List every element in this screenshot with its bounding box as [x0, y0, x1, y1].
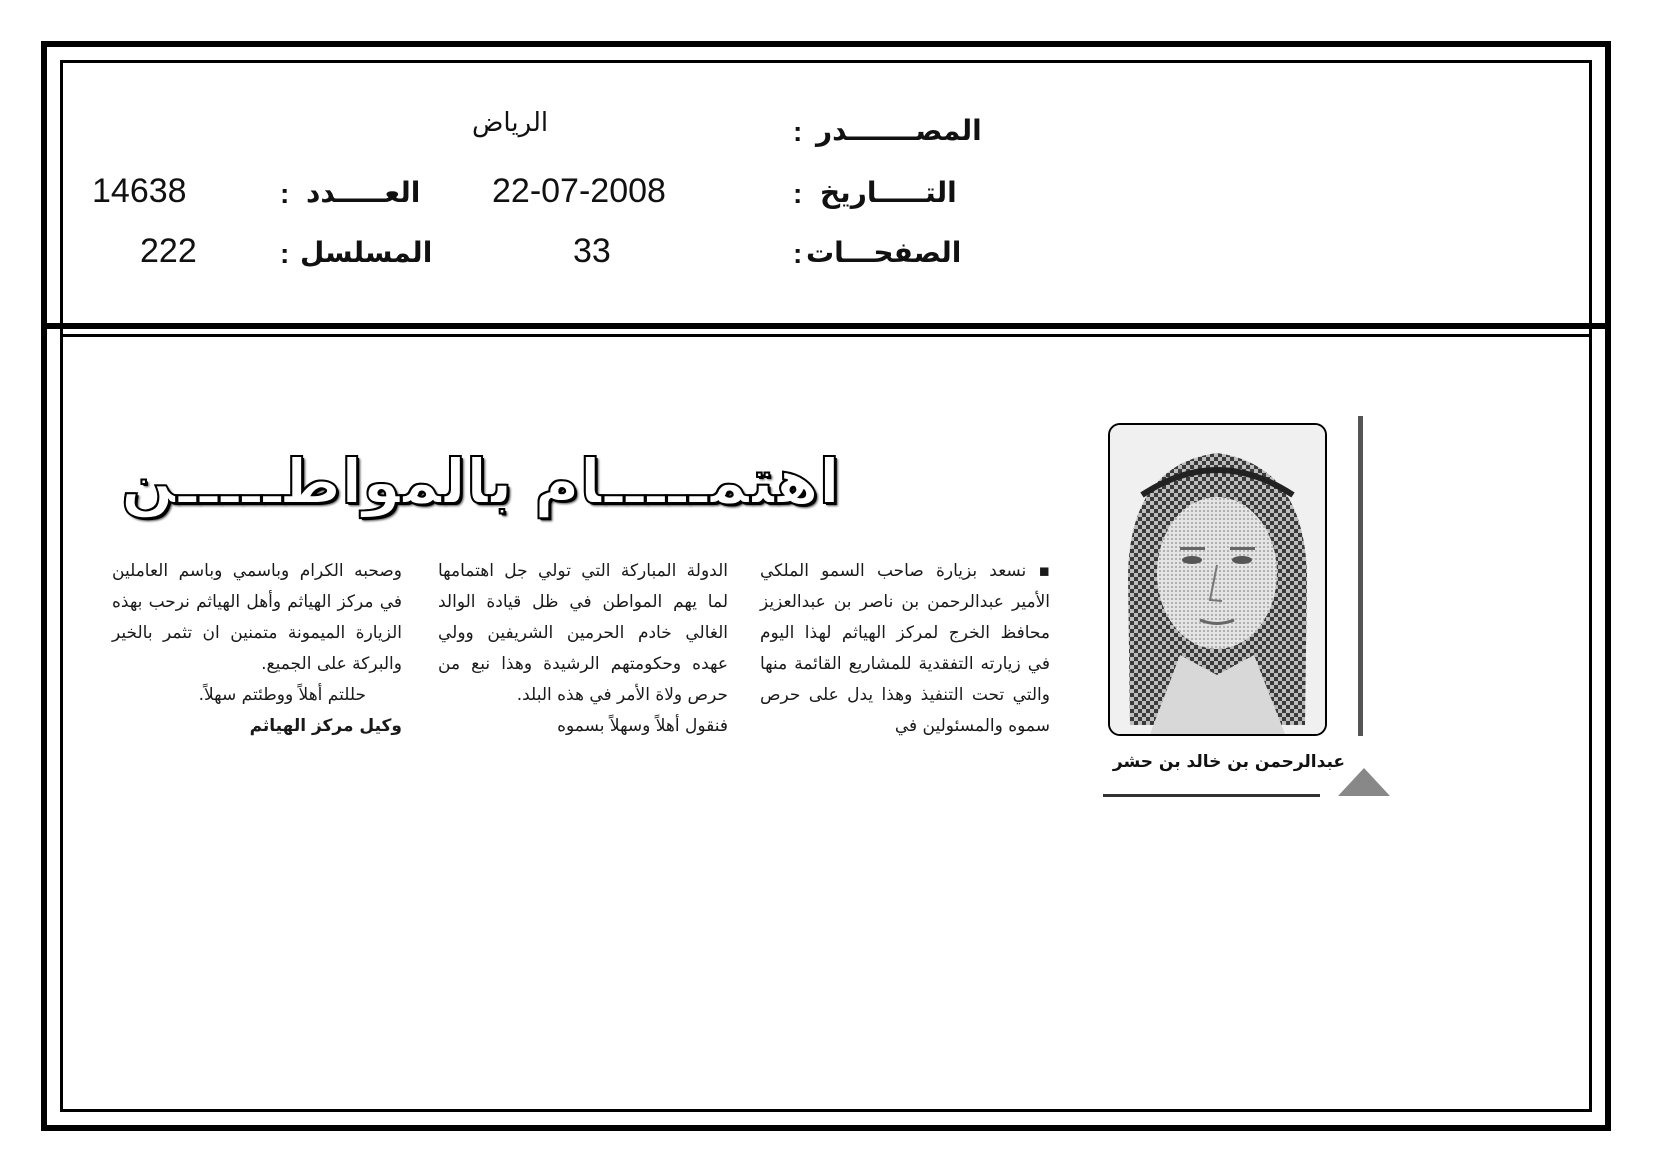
- source-value: الرياض: [472, 108, 549, 138]
- column-rule: [1358, 416, 1363, 736]
- author-name: عبدالرحمن بن خالد بن حشر: [1112, 752, 1345, 772]
- paragraph: ▪ نسعد بزيارة صاحب السمو الملكي الأمير عبدالرحمن بن ناصر بن عبدالعزيز محافظ الخرج لمركز الهياثم لهذا اليوم في زيارته التفقدية للمشاريع القائمة منها والتي تحت التنفيذ وهذا يدل على حرص سموه والمسئولين في: [760, 561, 1050, 736]
- author-portrait-icon: [1110, 425, 1325, 734]
- serial-label: المسلسل: [300, 236, 433, 269]
- header-divider-thin: [60, 334, 1592, 337]
- paragraph: فنقول أهلاً وسهلاً بسموه: [557, 716, 728, 736]
- article-column-middle: [438, 556, 728, 742]
- paragraph: وصحبه الكرام وباسمي وباسم العاملين في مركز الهياثم وأهل الهياثم نرحب بهذه الزيارة الميمونة متمنين ان تثمر بالخير والبركة على الجميع.: [112, 561, 402, 674]
- caption-rule: [1103, 794, 1320, 797]
- article-column-left: [112, 556, 402, 742]
- paragraph: الدولة المباركة التي تولي جل اهتمامها لما يهم المواطن في ظل قيادة الوالد الغالي خادم الحرمين الشريفين وولي عهده وحكومتهم الرشيدة وهذا نبع من حرص ولاة الأمر في هذه البلد.: [438, 561, 728, 705]
- issue-colon: :: [280, 178, 290, 209]
- source-colon: :: [793, 116, 803, 147]
- signoff-line: حللتم أهلاً ووطئتم سهلاً.: [198, 685, 366, 705]
- article-headline: اهتمـــــام بالمواطـــــن: [120, 445, 840, 518]
- signoff-title: وكيل مركز الهياثم: [249, 716, 402, 736]
- author-photo: [1108, 423, 1327, 736]
- date-label: التـــــاريخ: [820, 176, 957, 209]
- issue-value: 14638: [92, 172, 187, 210]
- pages-label: الصفحـــات: [806, 236, 962, 269]
- serial-value: 222: [140, 232, 197, 270]
- date-colon: :: [793, 178, 803, 209]
- date-value: 22-07-2008: [492, 172, 666, 210]
- serial-colon: :: [280, 238, 290, 269]
- pages-colon: :: [793, 238, 803, 269]
- header-divider: [41, 323, 1611, 329]
- pages-value: 33: [573, 232, 611, 270]
- triangle-icon: [1338, 768, 1390, 796]
- issue-label: العـــــدد: [306, 176, 421, 209]
- article-column-right: [760, 556, 1050, 742]
- source-label: المصـــــــدر: [816, 114, 982, 147]
